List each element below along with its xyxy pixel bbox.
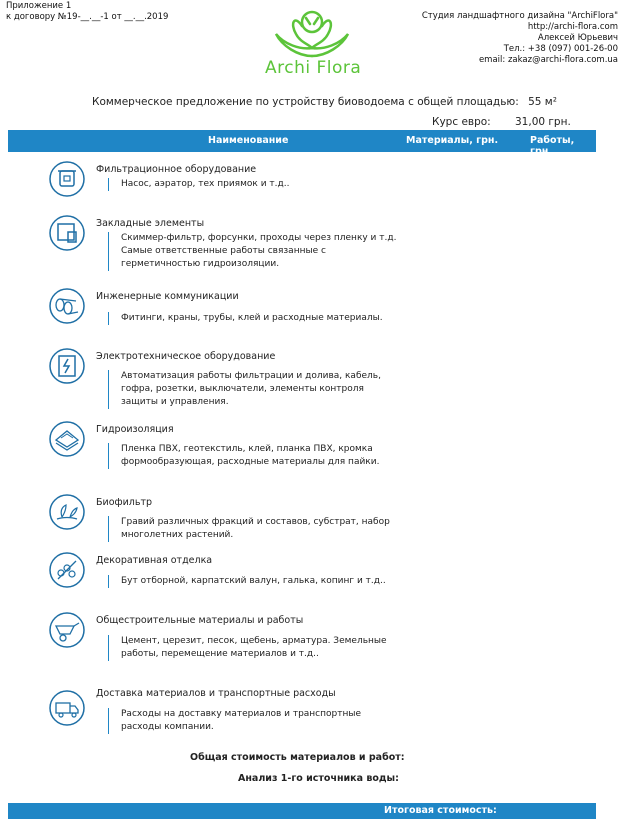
wheelbarrow-icon: [48, 611, 86, 649]
logo-text: Archi Flora: [265, 58, 362, 78]
item-description: Автоматизация работы фильтрации и долива, кабель, гофра, розетки, выключатели, элементы контроля защиты и управления.: [108, 370, 401, 409]
offer-area: 55 м²: [528, 96, 557, 108]
item-description: Фитинги, краны, трубы, клей и расходные материалы.: [108, 312, 401, 325]
item-title: Гидроизоляция: [96, 424, 174, 435]
studio-name: Студия ландшафтного дизайна "ArchiFlora": [421, 11, 618, 21]
item-title: Фильтрационное оборудование: [96, 164, 257, 175]
truck-icon: [48, 689, 86, 727]
filter-equipment-icon: [48, 160, 86, 198]
skimmer-icon: [48, 214, 86, 252]
pipes-icon: [48, 287, 86, 325]
table-header: [8, 130, 596, 157]
stones-icon: [48, 551, 86, 589]
item-description: Бут отборной, карпатский валун, галька, копинг и т.д..: [108, 575, 401, 588]
final-cost-bar: [8, 803, 596, 819]
item-title: Электротехническое оборудование: [96, 351, 276, 362]
contact-phone: Тел.: +38 (097) 001-26-00: [503, 44, 618, 54]
studio-website: http://archi-flora.com: [527, 22, 618, 32]
contact-email: email: zakaz@archi-flora.com.ua: [478, 55, 618, 65]
appendix-label: Приложение 1: [6, 1, 72, 11]
electrical-panel-icon: [48, 347, 86, 385]
plants-icon: [48, 493, 86, 531]
final-cost-label: Итоговая стоимость:: [384, 805, 497, 816]
column-works: Работы, грн.: [530, 135, 575, 157]
appendix-header: [6, 1, 168, 23]
item-title: Общестроительные материалы и работы: [96, 615, 304, 626]
offer-title-text: Коммерческое предложение по устройству биоводоема с общей площадью:: [92, 96, 519, 108]
item-title: Инженерные коммуникации: [96, 291, 239, 302]
item-description: Пленка ПВХ, геотекстиль, клей, планка ПВХ, кромка формообразующая, расходные материалы для пайки.: [108, 443, 401, 469]
item-title: Декоративная отделка: [96, 555, 213, 566]
total-cost-label: Общая стоимость материалов и работ:: [190, 752, 405, 763]
contact-person: Алексей Юрьевич: [537, 33, 618, 43]
item-description: Гравий различных фракций и составов, субстрат, набор многолетних растений.: [108, 516, 401, 542]
item-title: Закладные элементы: [96, 218, 205, 229]
item-description: Скиммер-фильтр, форсунки, проходы через пленку и т.д. Самые ответственные работы связанные с герметичностью гидроизоляции.: [108, 232, 401, 271]
column-materials: Материалы, грн.: [406, 135, 499, 146]
item-description: Расходы на доставку материалов и транспортные расходы компании.: [108, 708, 401, 734]
item-description: Насос, аэратор, тех приямок и т.д..: [108, 178, 401, 191]
studio-contacts: [422, 11, 618, 66]
item-title: Доставка материалов и транспортные расходы: [96, 688, 336, 699]
euro-rate-value: 31,00 грн.: [515, 116, 571, 128]
offer-title: [92, 96, 557, 108]
item-description: Цемент, церезит, песок, щебень, арматура. Земельные работы, перемещение материалов и т.д..: [108, 635, 401, 661]
waterproofing-icon: [48, 420, 86, 458]
item-title: Биофильтр: [96, 497, 153, 508]
euro-rate-label: Курс евро:: [432, 116, 491, 128]
water-analysis-label: Анализ 1-го источника воды:: [238, 773, 399, 784]
column-name: Наименование: [208, 135, 289, 146]
contract-label: к договору №19-__.__-1 от __.__.2019: [6, 12, 169, 22]
